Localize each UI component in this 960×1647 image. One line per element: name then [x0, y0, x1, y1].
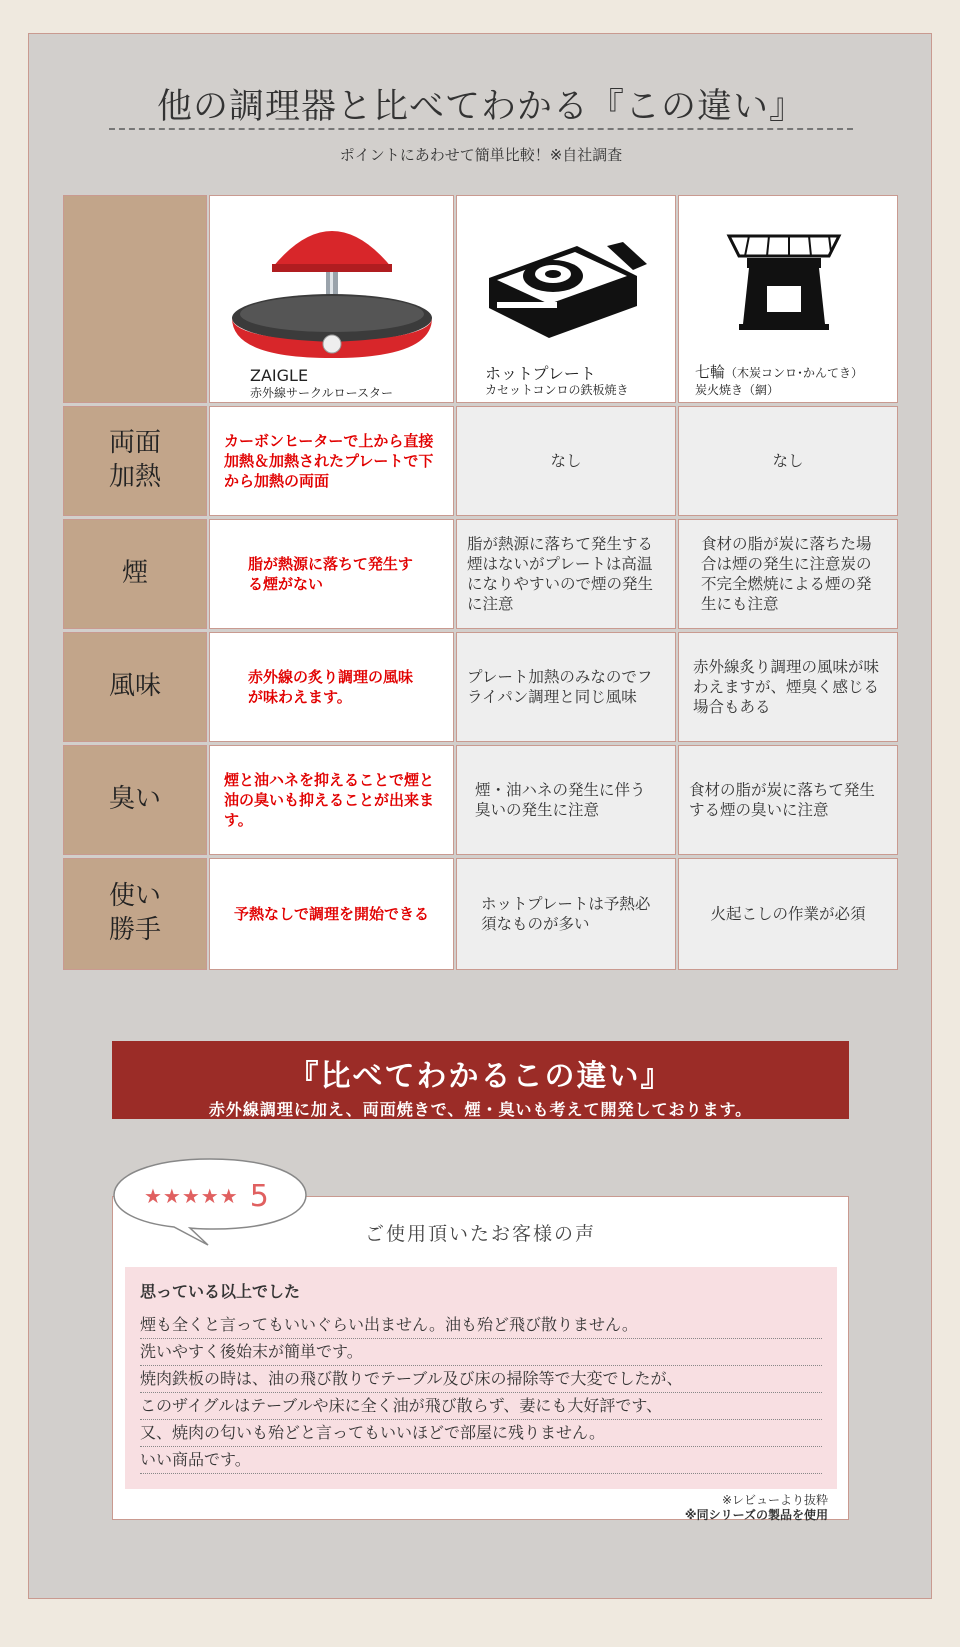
difference-banner	[112, 1041, 849, 1119]
column-name-shichirin-note: （木炭コンロ･かんてき）	[725, 366, 864, 380]
hotplate-cell-text: プレート加熱のみなのでフライパン調理と同じ風味	[467, 667, 653, 706]
shichirin-cell	[678, 632, 898, 742]
column-name-zaigle: ZAIGLE	[250, 366, 309, 385]
review-note-series: ※同シリーズの製品を使用	[684, 1508, 828, 1522]
column-sub-shichirin: 炭火焼き（網）	[695, 383, 780, 397]
hotplate-cell	[456, 632, 676, 742]
shichirin-cell-text: なし	[772, 451, 804, 470]
zaigle-cell-text: 煙と油ハネを抑えることで煙と油の臭いも抑えることが出来ます。	[224, 770, 435, 830]
review-line: 焼肉鉄板の時は、油の飛び散りでテーブル及び床の掃除等で大変でしたが、	[140, 1366, 822, 1393]
page-title: 他の調理器と比べてわかる『この違い』	[156, 87, 805, 127]
shichirin-cell-text: 赤外線炙り調理の風味が味わえますが、煙臭く感じる場合もある	[693, 657, 880, 717]
shichirin-cell	[678, 745, 898, 855]
shichirin-cell-text: 食材の脂が炭に落ちて発生する煙の臭いに注意	[689, 780, 875, 819]
rating-bubble	[110, 1153, 320, 1249]
review-line: 煙も全くと言ってもいいぐらい出ません。油も殆ど飛び散りません。	[140, 1312, 822, 1339]
zaigle-cell	[209, 745, 454, 855]
shichirin-cell	[678, 519, 898, 629]
zaigle-cell-text: 脂が熱源に落ちて発生する煙がない	[248, 554, 413, 593]
row-label-flavor	[63, 632, 207, 742]
review-line: 又、焼肉の匂いも殆どと言ってもいいほどで部屋に残りません。	[140, 1420, 822, 1447]
column-header-hotplate	[456, 195, 676, 403]
rating-wrap	[144, 1179, 269, 1214]
svg-text:ZAIGLE: ZAIGLE	[318, 216, 344, 224]
column-name-shichirin: 七輪	[695, 363, 726, 381]
column-header-shichirin	[678, 195, 898, 403]
corner-cell	[63, 195, 207, 403]
zaigle-roaster-image	[210, 196, 455, 366]
review-line: 洗いやすく後始末が簡単です。	[140, 1339, 822, 1366]
row-label-line: 煙	[121, 558, 148, 589]
zaigle-cell-text: 赤外線の炙り調理の風味が味わえます。	[248, 667, 414, 706]
row-label-line: 両面	[108, 428, 161, 459]
row-label-odor	[63, 745, 207, 855]
review-note-excerpt: ※レビューより抜粋	[721, 1493, 828, 1507]
row-label-line: 臭い	[108, 784, 161, 815]
column-sub-zaigle: 赤外線サークルロースター	[250, 386, 394, 400]
review-line: いい商品です。	[140, 1447, 822, 1474]
column-name-hotplate: ホットプレート	[485, 364, 596, 383]
hotplate-cell	[456, 745, 676, 855]
hotplate-cell-text: なし	[550, 451, 582, 470]
hotplate-cell-text: 煙・油ハネの発生に伴う臭いの発生に注意	[475, 780, 646, 819]
row-label-double-sided	[63, 406, 207, 516]
shichirin-cell-text: 食材の脂が炭に落ちた場合は煙の発生に注意炭の不完全燃焼による煙の発生にも注意	[701, 534, 872, 614]
banner-subtitle: 赤外線調理に加え、両面焼きで、煙・臭いも考えて開発しております。	[208, 1100, 753, 1119]
star-rating-icon: ★★★★★	[144, 1184, 239, 1208]
banner-title: 『比べてわかるこの違い』	[288, 1059, 673, 1094]
zaigle-cell	[209, 406, 454, 516]
row-label-line: 使い	[108, 881, 161, 912]
row-label-line: 加熱	[108, 462, 161, 492]
zaigle-cell	[209, 632, 454, 742]
review-body	[125, 1267, 837, 1489]
row-label-smoke	[63, 519, 207, 629]
review-headline: 思っている以上でした	[140, 1282, 301, 1301]
zaigle-cell-text: 予熱なしで調理を開始できる	[233, 904, 429, 923]
hotplate-cell	[456, 406, 676, 516]
shichirin-cell	[678, 858, 898, 970]
row-label-line: 風味	[108, 671, 161, 702]
hotplate-cell-text: ホットプレートは予熱必須なものが多い	[481, 894, 651, 933]
page-subtitle: ポイントにあわせて簡単比較！※自社調査	[339, 146, 623, 164]
review-title: ご使用頂いたお客様の声	[364, 1223, 596, 1245]
column-sub-hotplate: カセットコンロの鉄板焼き	[485, 383, 629, 397]
zaigle-cell	[209, 858, 454, 970]
zaigle-cell-text: カーボンヒーターで上から直接加熱＆加熱されたプレートで下から加熱の両面	[224, 431, 434, 491]
zaigle-cell	[209, 519, 454, 629]
column-header-zaigle	[209, 195, 454, 403]
gas-stove-icon	[457, 206, 677, 356]
hotplate-cell-text: 脂が熱源に落ちて発生する煙はないがプレートは高温になりやすいので煙の発生に注意	[467, 534, 654, 614]
hotplate-cell	[456, 858, 676, 970]
row-label-usability	[63, 858, 207, 970]
hotplate-cell	[456, 519, 676, 629]
shichirin-cell-text: 火起こしの作業が必須	[710, 904, 866, 923]
title-divider	[109, 128, 853, 130]
column-name-shichirin-wrap	[679, 361, 897, 382]
shichirin-cell	[678, 406, 898, 516]
rating-value: 5	[249, 1179, 269, 1214]
review-line: このザイグルはテーブルや床に全く油が飛び散らず、妻にも大好評です、	[140, 1393, 822, 1420]
row-label-line: 勝手	[108, 915, 161, 945]
shichirin-icon	[679, 206, 899, 356]
